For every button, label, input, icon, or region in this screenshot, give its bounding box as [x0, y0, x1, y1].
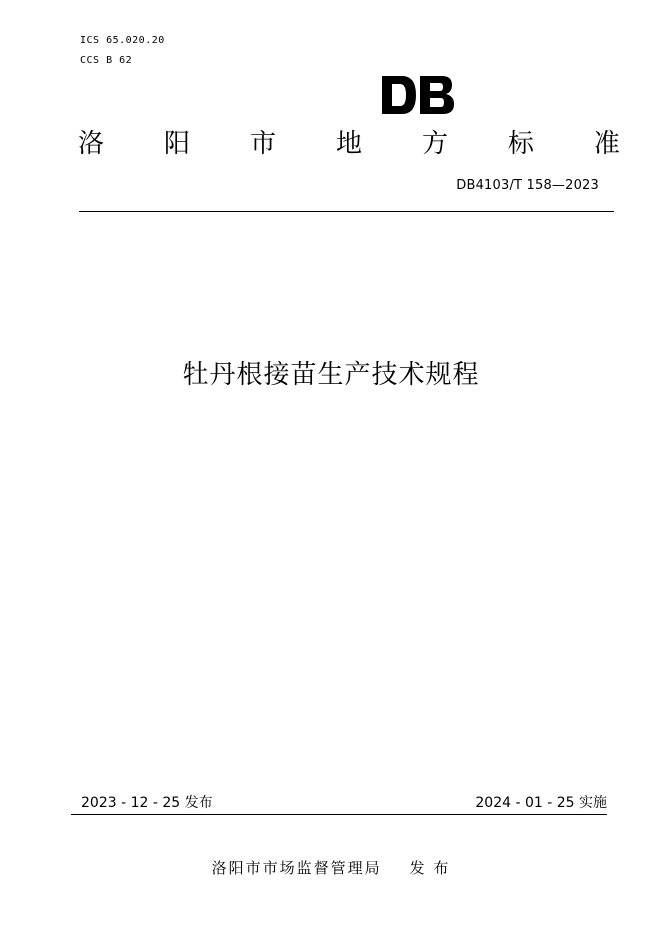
- standard-type-char: 阳: [163, 129, 190, 159]
- standard-number: DB4103/T 158—2023: [456, 178, 599, 193]
- standard-type-char: 地: [335, 129, 362, 159]
- standard-type-char: 方: [421, 129, 448, 159]
- standard-type-char: 市: [249, 129, 276, 159]
- issuer-line: [0, 857, 662, 878]
- effective-date: 2024 - 01 - 25 实施: [475, 795, 607, 811]
- issuer-name: 洛阳市市场监督管理局: [211, 859, 382, 877]
- standard-type-char: 准: [593, 129, 620, 159]
- db-logo: [382, 76, 454, 114]
- header-divider: [79, 211, 614, 212]
- standard-type-char: 洛: [78, 129, 105, 159]
- ccs-code: CCS B 62: [80, 55, 133, 66]
- standard-type-heading: [78, 128, 620, 160]
- issuer-action: 发 布: [409, 859, 451, 877]
- footer-divider: [71, 814, 607, 815]
- standard-type-char: 标: [507, 129, 534, 159]
- publish-date: 2023 - 12 - 25 发布: [81, 795, 213, 811]
- ics-code: ICS 65.020.20: [80, 35, 165, 46]
- document-title: 牡丹根接苗生产技术规程: [182, 360, 480, 390]
